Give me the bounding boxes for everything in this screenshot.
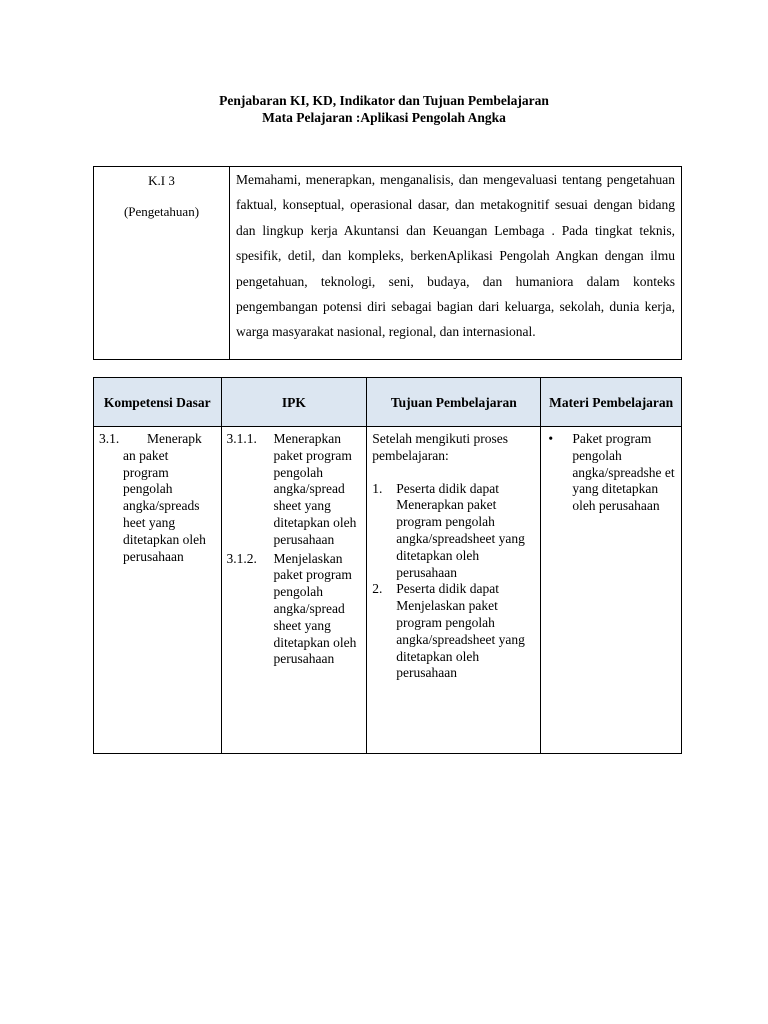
kd-first-word: Menerapk <box>147 431 202 446</box>
ki-code: K.I 3 <box>148 173 175 188</box>
ipk-item <box>227 551 362 669</box>
ipk-number: 3.1.1. <box>226 431 257 446</box>
kd-table <box>93 377 682 754</box>
ipk-text: Menerapkan paket program pengolah angka/spread sheet yang ditetapkan oleh perusahaan <box>273 431 357 547</box>
materi-item <box>546 431 676 515</box>
ki-category: (Pengetahuan) <box>123 204 200 219</box>
tujuan-cell <box>367 427 541 754</box>
kd-number: 3.1. <box>99 431 120 446</box>
header-ipk: IPK <box>221 378 367 427</box>
ipk-text: Menjelaskan paket program pengolah angka/spread sheet yang ditetapkan oleh perusahaan <box>273 550 357 667</box>
tujuan-intro: Setelah mengikuti proses pembelajaran: <box>372 431 508 463</box>
header-tujuan-pembelajaran: Tujuan Pembelajaran <box>367 378 541 427</box>
ipk-number: 3.1.2. <box>226 550 257 566</box>
tujuan-number: 1. <box>372 480 383 496</box>
ki-label-cell <box>94 167 230 360</box>
kd-item <box>99 431 216 448</box>
tujuan-text: Peserta didik dapat Menjelaskan paket program pengolah angka/spreadsheet yang ditetapkan oleh perusahaan <box>396 581 525 681</box>
kd-table-header-row <box>94 378 682 427</box>
tujuan-item <box>372 481 535 582</box>
tujuan-number: 2. <box>372 581 383 597</box>
ki-row <box>94 167 682 360</box>
header-materi-pembelajaran: Materi Pembelajaran <box>541 378 682 427</box>
kd-cell <box>94 427 222 754</box>
ipk-item <box>227 431 362 549</box>
document-title-block <box>0 92 768 126</box>
tujuan-item <box>372 581 535 682</box>
tujuan-text: Peserta didik dapat Menerapkan paket program pengolah angka/spreadsheet yang ditetapkan oleh perusahaan <box>396 480 525 580</box>
materi-text: Paket program pengolah angka/spreadshe et yang ditetapkan oleh perusahaan <box>572 431 675 514</box>
ipk-cell <box>221 427 367 754</box>
header-kompetensi-dasar: Kompetensi Dasar <box>94 378 222 427</box>
kd-text: an paket program pengolah angka/spreads heet yang ditetapkan oleh perusahaan <box>123 447 206 564</box>
ki-table <box>93 166 682 360</box>
document-subtitle: Mata Pelajaran :Aplikasi Pengolah Angka <box>262 110 506 125</box>
kd-table-row <box>94 427 682 754</box>
ki-description: Memahami, menerapkan, menganalisis, dan mengevaluasi tentang pengetahuan faktual, konseptual, operasional dasar, dan metakognitif sesuai dengan bidang dan lingkup kerja Akuntansi dan Keuangan Lembaga . Pada tingkat teknis, spesifik, detil, dan kompleks, berkenAplikasi Pengolah Angkan dengan ilmu pengetahuan, teknologi, seni, budaya, dan humaniora dalam konteks pengembangan potensi diri sebagai bagian dari keluarga, sekolah, dunia kerja, warga masyarakat nasional, regional, dan internasional. <box>230 167 682 360</box>
bullet-icon: • <box>548 431 554 446</box>
materi-cell <box>541 427 682 754</box>
document-title: Penjabaran KI, KD, Indikator dan Tujuan Pembelajaran <box>219 93 549 108</box>
